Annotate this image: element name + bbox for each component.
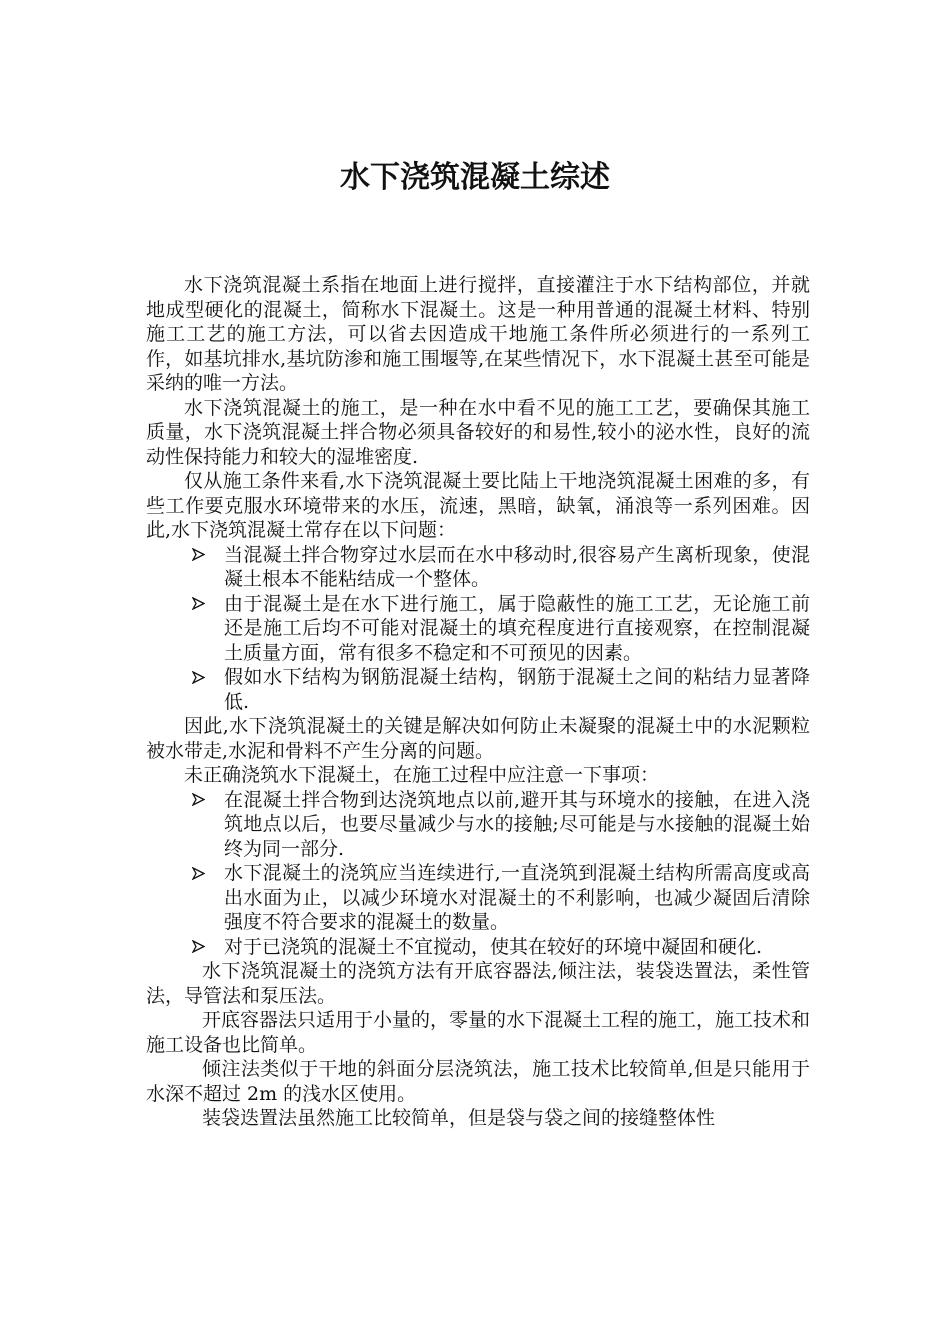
list-item <box>146 665 810 714</box>
document-body <box>146 273 810 1131</box>
document-title: 水下浇筑混凝土综述 <box>340 160 610 195</box>
paragraph: 仅从施工条件来看,水下浇筑混凝土要比陆上干地浇筑混凝土困难的多，有些工作要克服水环境带来的水压，流速，黑暗，缺氧，涌浪等一系列困难。因此,水下浇筑混凝土常存在以下问题： <box>146 470 810 541</box>
list-item <box>146 861 810 935</box>
list-item-text: 当混凝土拌合物穿过水层而在水中移动时,很容易产生离析现象，使混凝土根本不能粘结成一个整体。 <box>224 543 810 590</box>
paragraph: 倾注法类似于干地的斜面分层浇筑法，施工技术比较简单,但是只能用于水深不超过 2m 的浅水区使用。 <box>146 1058 810 1105</box>
list-item <box>146 788 810 862</box>
arrowhead-bullet-icon <box>192 543 206 567</box>
list-item <box>146 935 810 960</box>
list-item <box>146 592 810 666</box>
arrowhead-bullet-icon <box>192 935 206 959</box>
paragraph: 开底容器法只适用于小量的，零量的水下混凝土工程的施工，施工技术和施工设备也比简单。 <box>146 1009 811 1056</box>
paragraph: 水下浇筑混凝土的施工，是一种在水中看不见的施工工艺，要确保其施工质量，水下浇筑混凝土拌合物必须具备较好的和易性,较小的泌水性，良好的流动性保持能力和较大的湿堆密度. <box>146 396 810 468</box>
paragraph: 因此,水下浇筑混凝土的关键是解决如何防止未凝聚的混凝土中的水泥颗粒被水带走,水泥和骨料不产生分离的问题。 <box>146 715 810 762</box>
problems-list <box>146 543 810 715</box>
list-item-text: 在混凝土拌合物到达浇筑地点以前,避开其与环境水的接触，在进入浇筑地点以后，也要尽量减少与水的接触;尽可能是与水接触的混凝土始终为同一部分. <box>224 788 810 860</box>
paragraph: 未正确浇筑水下混凝土，在施工过程中应注意一下事项： <box>184 764 660 786</box>
list-item-text: 水下混凝土的浇筑应当连续进行,一直浇筑到混凝土结构所需高度或高出水面为止，以减少环境水对混凝土的不利影响，也减少凝固后清除强度不符合要求的混凝土的数量。 <box>224 862 810 933</box>
arrowhead-bullet-icon <box>192 788 206 812</box>
list-item-text: 假如水下结构为钢筋混凝土结构，钢筋于混凝土之间的粘结力显著降低. <box>224 666 810 713</box>
paragraph: 水下浇筑混凝土系指在地面上进行搅拌，直接灌注于水下结构部位，并就地成型硬化的混凝土，简称水下混凝土。这是一种用普通的混凝土材料、特别施工工艺的施工方法，可以省去因造成干地施工条件所必须进行的一系列工作，如基坑排水,基坑防渗和施工围堰等,在某些情况下，水下混凝土甚至可能是采纳的唯一方法。 <box>146 274 810 394</box>
arrowhead-bullet-icon <box>192 861 206 885</box>
list-item-text: 对于已浇筑的混凝土不宜搅动，使其在较好的环境中凝固和硬化. <box>224 935 763 958</box>
paragraph: 装袋迭置法虽然施工比较简单，但是袋与袋之间的接缝整体性 <box>202 1107 716 1129</box>
paragraph: 水下浇筑混凝土的浇筑方法有开底容器法,倾注法，装袋迭置法，柔性管法，导管法和泵压法。 <box>146 960 810 1007</box>
arrowhead-bullet-icon <box>192 665 206 689</box>
arrowhead-bullet-icon <box>192 592 206 616</box>
list-item-text: 由于混凝土是在水下进行施工，属于隐蔽性的施工工艺，无论施工前还是施工后均不可能对混凝土的填充程度进行直接观察，在控制混凝土质量方面，常有很多不稳定和不可预见的因素。 <box>224 592 810 664</box>
list-item <box>146 543 810 592</box>
precautions-list <box>146 788 810 960</box>
